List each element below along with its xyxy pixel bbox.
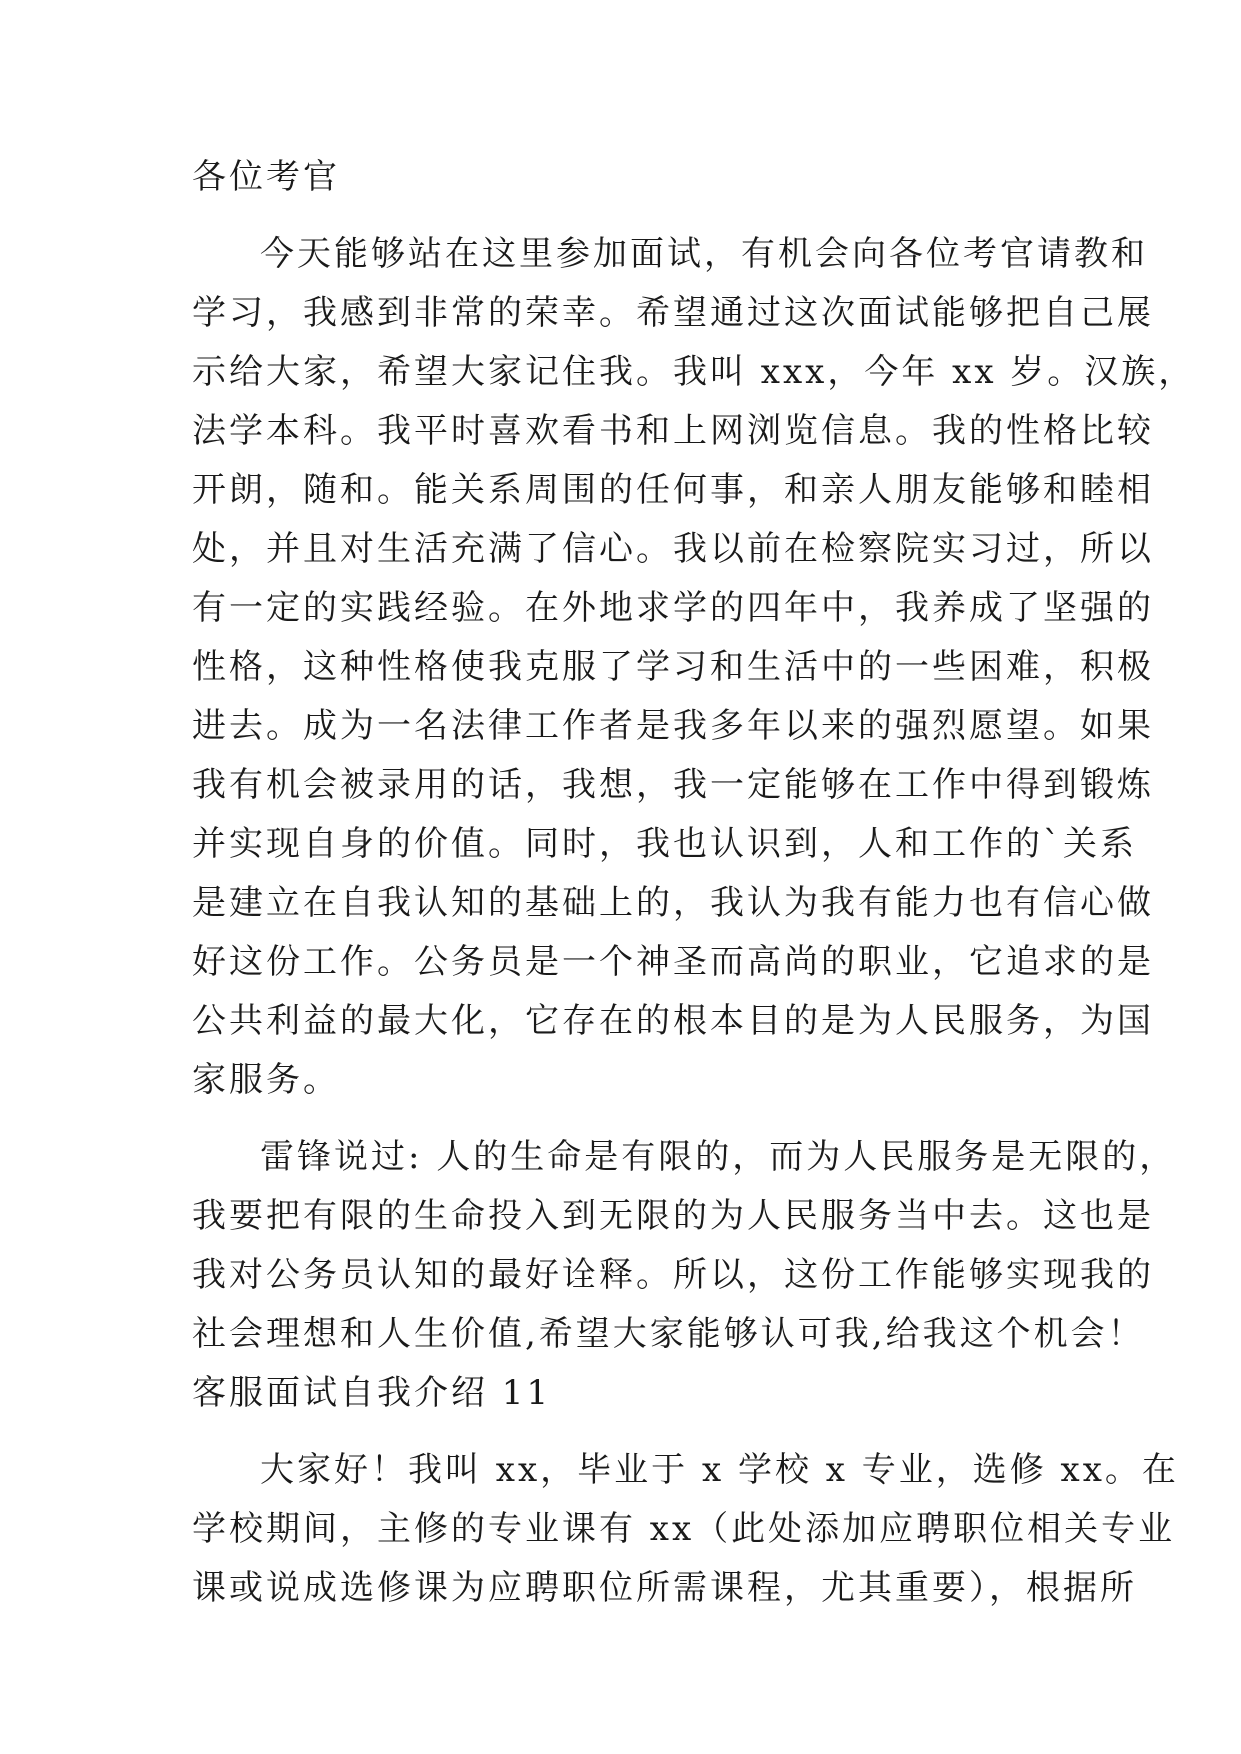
section-title: 客服面试自我介绍 11: [192, 1373, 552, 1413]
text-line: 学校期间，主修的专业课有 xx（此处添加应聘职位相关专业: [192, 1509, 1176, 1549]
text-line: 今天能够站在这里参加面试，有机会向各位考官请教和: [260, 234, 1148, 274]
salutation-heading: 各位考官: [192, 157, 340, 197]
text-line: 性格，这种性格使我克服了学习和生活中的一些困难，积极: [192, 647, 1154, 687]
text-line: 示给大家，希望大家记住我。我叫 xxx，今年 xx 岁。汉族，: [192, 352, 1196, 392]
text-line: 我有机会被录用的话，我想，我一定能够在工作中得到锻炼: [192, 765, 1154, 805]
paragraph-self-introduction: [192, 225, 1196, 1110]
text-line: 有一定的实践经验。在外地求学的四年中，我养成了坚强的: [192, 588, 1154, 628]
text-line: 并实现自身的价值。同时，我也认识到，人和工作的`关系: [192, 824, 1137, 864]
text-line: 处，并且对生活充满了信心。我以前在检察院实习过，所以: [192, 529, 1154, 569]
document-body: [192, 148, 1196, 1618]
text-line: 我要把有限的生命投入到无限的为人民服务当中去。这也是: [192, 1196, 1154, 1236]
text-line: 开朗，随和。能关系周围的任何事，和亲人朋友能够和睦相: [192, 470, 1154, 510]
text-line: 是建立在自我认知的基础上的，我认为我有能力也有信心做: [192, 883, 1154, 923]
text-line: 大家好！我叫 xx，毕业于 x 学校 x 专业，选修 xx。在: [260, 1450, 1179, 1490]
text-line: 我对公务员认知的最好诠释。所以，这份工作能够实现我的: [192, 1255, 1154, 1295]
text-line: 法学本科。我平时喜欢看书和上网浏览信息。我的性格比较: [192, 411, 1154, 451]
text-line: 学习，我感到非常的荣幸。希望通过这次面试能够把自己展: [192, 293, 1154, 333]
text-line: 雷锋说过: 人的生命是有限的，而为人民服务是无限的，: [260, 1137, 1177, 1177]
paragraph-leifeng-quote: [192, 1128, 1177, 1364]
text-line: 公共利益的最大化，它存在的根本目的是为人民服务，为国: [192, 1001, 1154, 1041]
text-line: 课或说成选修课为应聘职位所需课程，尤其重要），根据所: [192, 1568, 1137, 1608]
text-line: 好这份工作。公务员是一个神圣而高尚的职业，它追求的是: [192, 942, 1154, 982]
text-line: 家服务。: [192, 1060, 340, 1100]
text-line: 社会理想和人生价值,希望大家能够认可我,给我这个机会！: [192, 1314, 1145, 1354]
paragraph-customer-service-intro: [192, 1441, 1179, 1618]
text-line: 进去。成为一名法律工作者是我多年以来的强烈愿望。如果: [192, 706, 1154, 746]
